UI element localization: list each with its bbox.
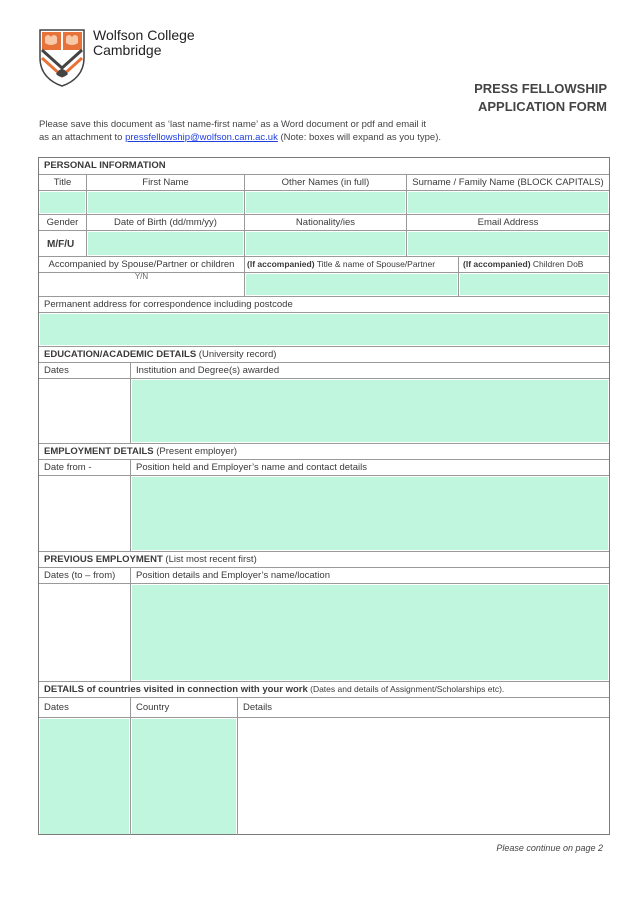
institution-field[interactable] xyxy=(131,379,609,443)
email-field[interactable] xyxy=(407,231,609,256)
dob-field[interactable] xyxy=(87,231,245,256)
address-label-row xyxy=(39,296,609,312)
personal-inputs-row1 xyxy=(39,190,609,214)
label-accompanied: Accompanied by Spouse/Partner or children xyxy=(39,257,245,272)
address-field[interactable] xyxy=(39,313,609,346)
details-field[interactable] xyxy=(238,718,609,835)
label-education-dates: Dates xyxy=(39,363,131,378)
personal-labels-row2 xyxy=(39,214,609,230)
college-name-line1: Wolfson College xyxy=(93,27,195,43)
children-dob-field[interactable] xyxy=(459,273,609,296)
education-inputs-row xyxy=(39,378,609,443)
accompanied-value: Y/N xyxy=(134,273,149,281)
section-countries-label xyxy=(39,682,609,697)
section-education-header xyxy=(39,346,609,362)
previous-dates-field[interactable] xyxy=(39,584,131,681)
section-countries-bold: DETAILS of countries visited in connection with your work xyxy=(44,684,308,695)
section-previous-label xyxy=(39,552,609,567)
address-field-row xyxy=(39,312,609,346)
form-title xyxy=(474,80,607,116)
label-children-rest: Children DoB xyxy=(530,259,584,269)
label-countries-dates: Dates xyxy=(39,698,131,717)
label-gender: Gender xyxy=(39,215,87,230)
employment-inputs-row xyxy=(39,475,609,551)
section-countries-rest: (Dates and details of Assignment/Scholarships etc). xyxy=(307,684,505,694)
section-countries-header xyxy=(39,681,609,697)
intro-line1: Please save this document as ‘last name-first name’ as a Word document or pdf and email it xyxy=(39,119,427,130)
countries-inputs-row xyxy=(39,717,609,835)
countries-labels-row xyxy=(39,697,609,717)
section-education-label xyxy=(39,347,609,362)
previous-position-field[interactable] xyxy=(131,584,609,681)
section-education-rest: (University record) xyxy=(196,349,277,360)
intro-instructions xyxy=(39,118,441,144)
education-dates-field[interactable] xyxy=(39,379,131,443)
section-previous-bold: PREVIOUS EMPLOYMENT xyxy=(44,554,163,565)
label-address: Permanent address for correspondence including postcode xyxy=(44,299,293,310)
college-crest-logo xyxy=(38,28,86,88)
label-dob: Date of Birth (dd/mm/yy) xyxy=(87,215,245,230)
employment-date-field[interactable] xyxy=(39,476,131,551)
section-employment-bold: EMPLOYMENT DETAILS xyxy=(44,446,154,457)
personal-inputs-row2 xyxy=(39,230,609,256)
label-title: Title xyxy=(39,175,87,190)
surname-field[interactable] xyxy=(407,191,609,214)
label-first-name: First Name xyxy=(87,175,245,190)
form-title-line2: APPLICATION FORM xyxy=(477,99,607,114)
section-employment-header xyxy=(39,443,609,459)
intro-line2-prefix: as an attachment to xyxy=(39,132,126,143)
section-education-bold: EDUCATION/ACADEMIC DETAILS xyxy=(44,349,197,360)
label-institution: Institution and Degree(s) awarded xyxy=(136,365,280,376)
label-position-held: Position held and Employer’s name and contact details xyxy=(136,462,367,473)
section-employment-label xyxy=(39,444,609,459)
intro-line2 xyxy=(39,131,441,144)
section-previous-header xyxy=(39,551,609,567)
label-date-from: Date from - xyxy=(39,460,131,475)
label-spouse-rest: Title & name of Spouse/Partner xyxy=(314,259,436,269)
employment-labels-row xyxy=(39,459,609,475)
spouse-field[interactable] xyxy=(245,273,459,296)
label-children xyxy=(459,257,609,272)
label-previous-dates: Dates (to – from) xyxy=(39,568,131,583)
label-other-names: Other Names (in full) xyxy=(245,175,407,190)
gender-field[interactable]: M/F/U xyxy=(39,231,87,256)
label-details: Details xyxy=(243,702,273,713)
label-spouse-bold: (If accompanied) xyxy=(247,259,315,269)
accompanied-inputs-row xyxy=(39,272,609,296)
country-field[interactable] xyxy=(131,718,238,835)
title-field[interactable] xyxy=(39,191,87,214)
college-name-line2: Cambridge xyxy=(93,42,162,58)
email-link[interactable]: pressfellowship@wolfson.cam.ac.uk xyxy=(125,132,278,143)
intro-line2-suffix: (Note: boxes will expand as you type). xyxy=(277,132,441,143)
label-country: Country xyxy=(131,698,238,717)
section-employment-rest: (Present employer) xyxy=(153,446,238,457)
nationality-field[interactable] xyxy=(245,231,407,256)
section-previous-rest: (List most recent first) xyxy=(162,554,257,565)
previous-inputs-row xyxy=(39,583,609,681)
label-nationality: Nationality/ies xyxy=(245,215,407,230)
section-personal-label: PERSONAL INFORMATION xyxy=(44,160,166,171)
accompanied-field[interactable] xyxy=(39,273,245,296)
personal-labels-row1 xyxy=(39,174,609,190)
label-spouse xyxy=(245,257,459,272)
application-form xyxy=(38,157,610,835)
countries-dates-field[interactable] xyxy=(39,718,131,835)
first-name-field[interactable] xyxy=(87,191,245,214)
label-children-bold: (If accompanied) xyxy=(463,259,531,269)
education-labels-row xyxy=(39,362,609,378)
continue-note: Please continue on page 2 xyxy=(496,843,603,853)
previous-labels-row xyxy=(39,567,609,583)
form-title-line1: PRESS FELLOWSHIP xyxy=(474,81,607,96)
label-previous-position: Position details and Employer’s name/location xyxy=(136,570,330,581)
label-email: Email Address xyxy=(477,217,539,228)
other-names-field[interactable] xyxy=(245,191,407,214)
accompanied-labels-row xyxy=(39,256,609,272)
label-surname: Surname / Family Name (BLOCK CAPITALS) xyxy=(412,177,604,188)
section-personal-header xyxy=(39,158,609,174)
college-name xyxy=(93,28,195,58)
position-held-field[interactable] xyxy=(131,476,609,551)
